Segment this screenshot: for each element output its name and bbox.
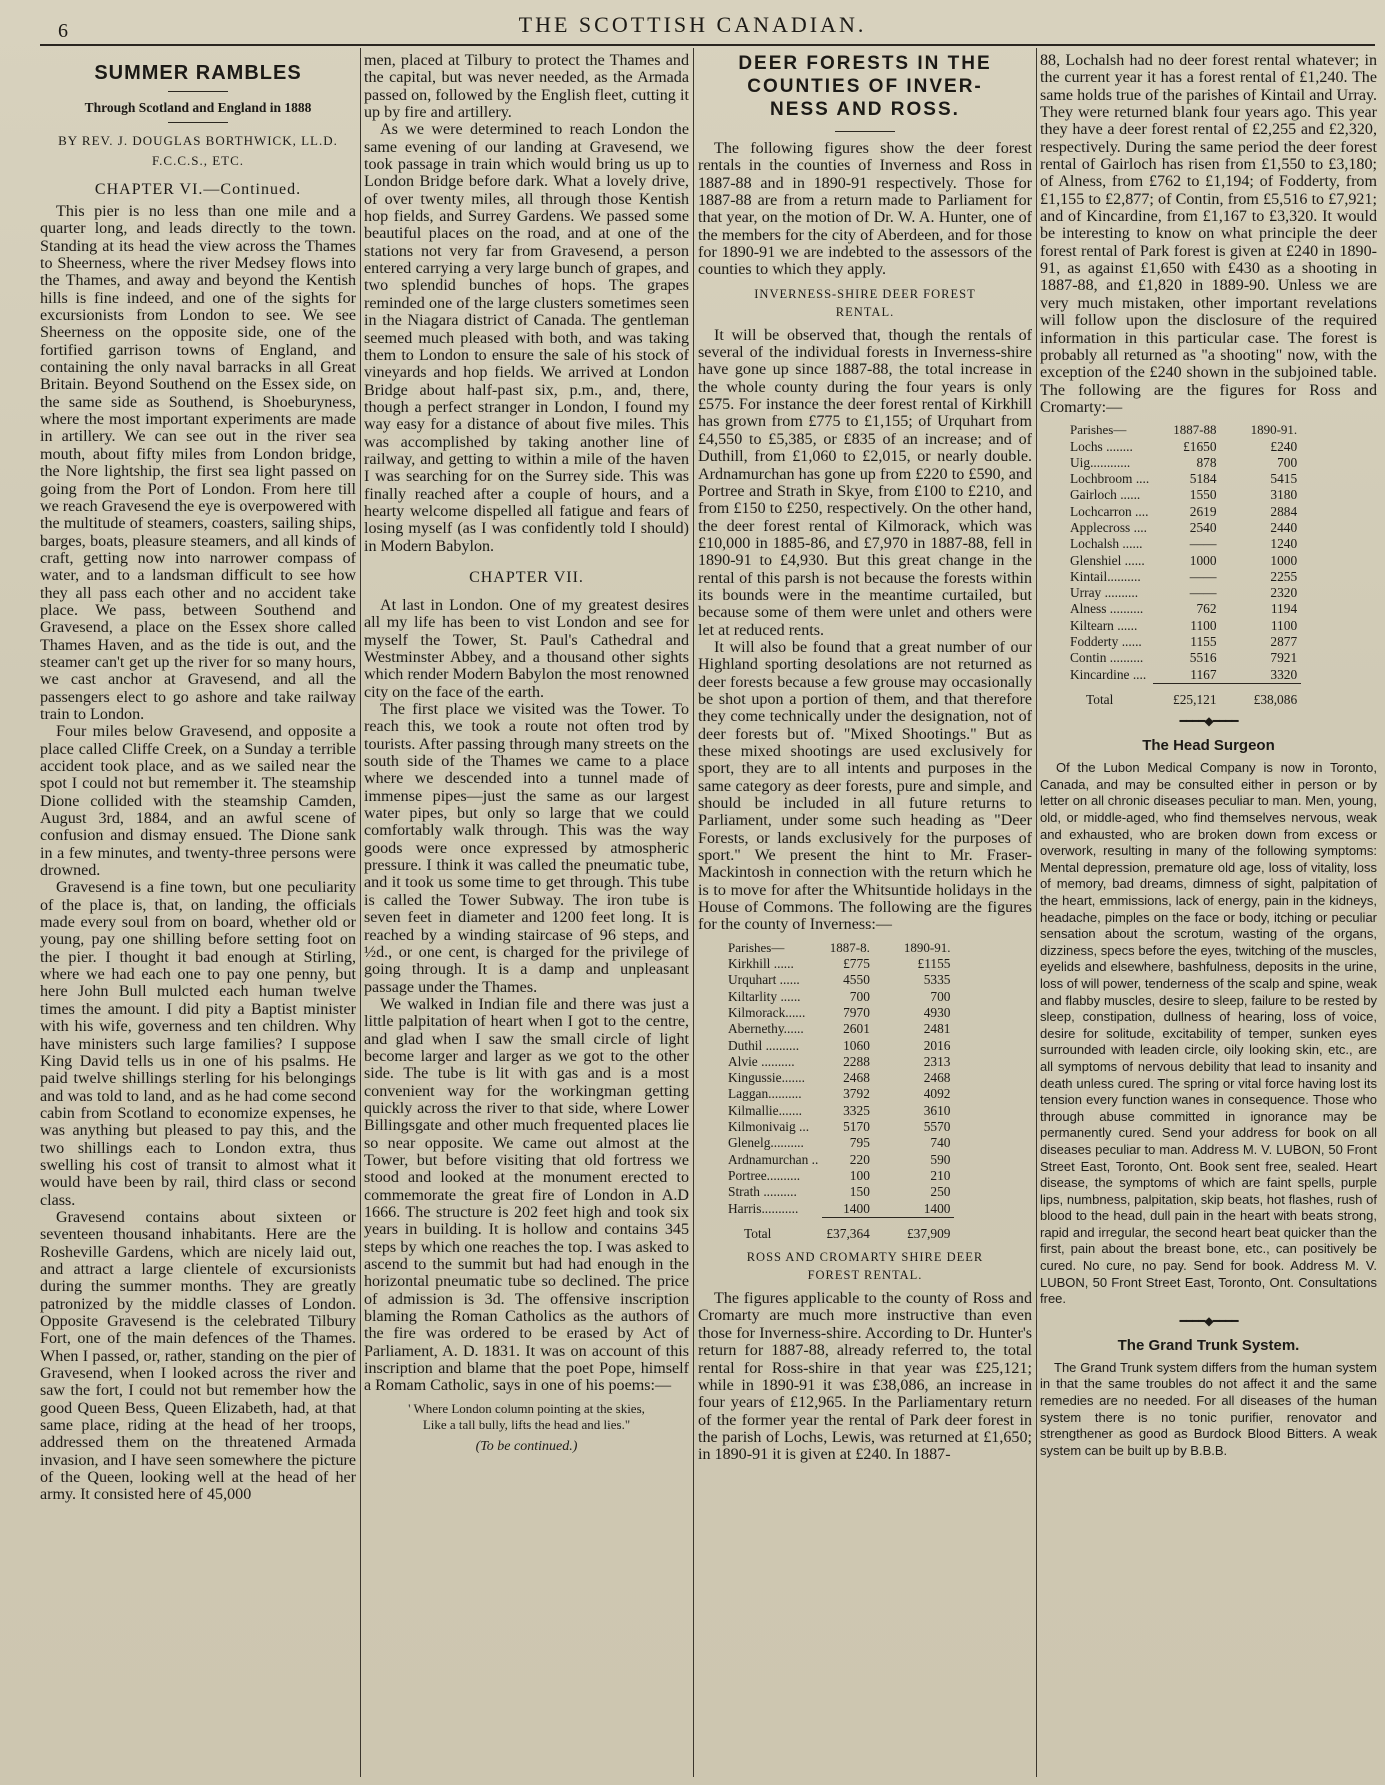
paragraph: It will be observed that, though the rentals of several of the individual forests in Inverness-shire have gone up since 1887-88, the total increase in the whole county during the four years is only £575. For instance the deer forest rental of Kirkhill has grown from £775 to £1,155; of Urquhart from £4,550 to £5,385, or £835 of an increase; and of Duthill, from £1,060 to £2,015, or nearly double. Ardnamurchan has gone up from £220 to £590, and Portree and Strath in Skye, from £100 to £210, and from £150 to £250, respectively. On the other hand, the deer forest rental of Kilmorack, which was £10,000 in 1885-86, and £7,970 in 1887-88, fell in 1890-91 to £4,930. But this great change in the rental of this parsh is not because the forests within its bounds were in the meantime curtailed, but because some of them were unlet and others were let at reduced rents. [698, 326, 1032, 639]
masthead [0, 6, 1385, 40]
table-cell: 1167 [1190, 666, 1217, 682]
table-cell: Kilmorack...... [728, 1004, 806, 1020]
table-cell: 1194 [1270, 601, 1298, 617]
table-cell: Applecross .... [1070, 520, 1147, 535]
table-cell: Laggan.......... [728, 1086, 802, 1102]
table-cell: Alvie .......... [728, 1053, 795, 1069]
table-cell: 3610 [923, 1102, 951, 1118]
ornament-divider: ━━━━◆━━━━ [1179, 714, 1238, 729]
paragraph: At last in London. One of my greatest desires all my life has been to vist London and see for myself the Tower, St. Paul's Cathedral and Westminster Abbey, and a thousand other sights which render Modern Babylon the most renowned city on the face of the earth. [364, 596, 689, 701]
table-cell: Gairloch ...... [1070, 487, 1141, 503]
table-cell: Lochcarron .... [1070, 503, 1149, 519]
table-cell: £38,086 [1221, 683, 1302, 708]
table-cell: Duthil .......... [728, 1037, 800, 1053]
table-row [1066, 520, 1301, 536]
table-row [724, 1152, 954, 1168]
table-cell: —— [1189, 536, 1217, 552]
section-heading-line: INVERNESS-SHIRE DEER FOREST [754, 286, 976, 301]
column-divider [1036, 48, 1037, 1777]
table-row [1066, 439, 1301, 455]
column-divider [693, 48, 694, 1777]
section-heading-line: ROSS AND CROMARTY SHIRE DEER [746, 1250, 984, 1265]
table-cell: 1100 [1190, 617, 1217, 633]
byline-credentials: F.C.C.S., ETC. [151, 153, 245, 168]
table-cell: 7970 [843, 1004, 870, 1020]
table-cell: Glenshiel ...... [1070, 552, 1145, 568]
table-cell: 740 [930, 1135, 951, 1151]
table-row [1066, 487, 1301, 503]
table-cell: 2540 [1189, 520, 1217, 535]
title-line: NESS AND ROSS. [770, 99, 960, 120]
table-total-row [1066, 683, 1301, 708]
column-deer-forests [698, 52, 1032, 1779]
table-cell: 700 [1277, 454, 1298, 470]
table-cell: 1400 [923, 1200, 951, 1216]
table-cell: Kiltarlity ...... [728, 988, 801, 1004]
masthead-rule [40, 44, 1375, 46]
table-cell: Contin .......... [1070, 650, 1144, 666]
table-cell: 4550 [843, 972, 870, 988]
article-title [698, 52, 1032, 121]
paragraph: This pier is no less than one mile and a quarter long, and leads directly to the town. Standing at its head the view across the Thames to Sheerness, where the river Medsey flows into the Thames, and away and beyond the Kentish hills is fine indeed, and one of the sights for excursionists from London to see. We see Sheerness on the opposite side, one of the fortified garrison towns of England, and containing the only naval barracks in all Great Britain. Beyond Southend on the Essex side, on the same side as Southend, is Shoeburyness, where the most important experiments are made in artillery. We can see out in the river sea mouth, about fifty miles from London bridge, the Nore lightship, the first sea light passed on going from the Port of London. From here till we reach Gravesend the eye is overpowered with the multitude of steamers, coasters, sailing ships, barges, boats, pleasure steamers, and all kinds of craft, getting now into narrower compass of water, and to a landsman difficult to see how they all pass each other and no accident take place. We pass, between Southend and Gravesend, a place on the Essex shore called Thames Haven, and as the tide is out, and the steamer can't get up the river for so many hours, we cast anchor at Gravesend, and all the passengers elect to go ashore and take railway train to London. [40, 203, 356, 723]
table-header-row [724, 940, 954, 956]
table-cell: Kilmallie....... [728, 1102, 803, 1118]
table-cell: 5516 [1189, 650, 1217, 666]
table-cell: 795 [849, 1135, 870, 1151]
section-heading [698, 1248, 1032, 1284]
table-row [1066, 536, 1301, 552]
paragraph: The first place we visited was the Tower. To reach this, we took a route not often trod by tourists. After passing through many streets on the south side of the Thames we came to a place where we descended into a tunnel made of immense pipes—just the same as our largest water pipes, but only so large that we could comfortably walk through. This was the way goods were once expressed by atmospheric pressure. I think it was called the pneumatic tube, and it took us some time to get through. This tube is called the Tower Subway. The iron tube is seven feet in diameter and 1200 feet long. It is reached by a winding staircase of 96 steps, and ½d., or one cent, is charged for the privilege of going through. It is a damp and unpleasant passage under the Thames. [364, 701, 689, 996]
table-cell: Alness .......... [1070, 601, 1144, 617]
table-cell: 700 [930, 988, 951, 1004]
table-row [724, 1184, 954, 1200]
ad-body: Of the Lubon Medical Company is now in Toronto, Canada, and may be consulted either in person or by letter on all chronic diseases peculiar to man. Men, young, old, or middle-aged, who find themselves nervous, weak and exhausted, who are broken down from excess or overwork, resulting in many of the following symptoms: Mental depression, premature old age, loss of vitality, loss of memory, bad dreams, dimness of sight, palpitation of the heart, emmissions, lack of energy, pain in the kidneys, headache, pimples on the face or body, itching or peculiar sensation about the scrotum, wasting of the organs, dizziness, specs before the eyes, twitching of the muscles, eyelids and elsewhere, bashfulness, deposits in the urine, loss of will power, tenderness of the scalp and spine, weak and flabby muscles, desire to sleep, failure to be rested by sleep, constipation, dullness of hearing, loss of voice, desire for solitude, excitability of temper, sunken eyes surrounded with leaden circle, oily looking skin, etc., are all symptoms of nervous debility that lead to insanity and death unless cured. The spring or vital force having lost its tension every function wanes in consequence. Those who through abuse committed in ignorance may be permanently cured. Send your address for book on all diseases peculiar to man. Address M. V. LUBON, 50 Front Street East, Toronto, Ont. Book sent free, sealed. Heart disease, the symptoms of which are faint spells, purple lips, numbness, palpitation, skip beats, hot flashes, rush of blood to the head, dull pain in the heart with beats strong, rapid and irregular, the second heart beat quicker than the first, pain about the breast bone, etc., can positively be cured. No cure, no pay. Send for book. Address M. V. LUBON, 50 Front Street East, Toronto, Ont. Consultations free. [1040, 760, 1377, 1307]
table-cell: 1240 [1270, 536, 1298, 552]
table-cell: 1400 [843, 1200, 870, 1216]
section-heading-line: FOREST RENTAL. [807, 1268, 923, 1283]
table-cell: Kiltearn ...... [1070, 617, 1138, 633]
paragraph: We walked in Indian file and there was just a little palpitation of heart when I got to the centre, and glad when I saw the small circle of light become larger and larger as we got to the other side. The tube is lit with gas and is a most convenient way for the workingman getting quickly across the river to that side, where Lower Billingsgate and other much frequented places lie so near opposite. We came out almost at the Tower, but before visiting that old fortress we stood and looked at the monument erected to commemorate the great fire of London in A.D 1666. The structure is 202 feet high and took six years in building. It is hollow and contains 345 steps by which one reaches the top. I was asked to ascend to the summit but had had enough in the horizontal pneumatic tube so declined. The price of admission is 3d. The offensive inscription blaming the Roman Catholics as the authors of the fire was ordered to be erased by Act of Parliament, A. D. 1831. It was on account of this inscription and blame that the poet Pope, himself a Romam Catholic, says in one of his poems:— [364, 995, 689, 1395]
table-cell: Portree.......... [728, 1167, 801, 1183]
table-row [1066, 569, 1301, 585]
table-row [1066, 601, 1301, 617]
table-cell: Total [744, 1225, 772, 1241]
table-cell: 4092 [923, 1086, 951, 1102]
ad-title: The Head Surgeon [1142, 737, 1275, 755]
table-row [724, 1119, 954, 1135]
table-cell: £37,909 [874, 1217, 955, 1242]
table-cell: Kingussie....... [728, 1070, 805, 1086]
table-header-cell: 1890-91. [1250, 422, 1298, 438]
table-cell: 2468 [923, 1070, 951, 1086]
section-heading-line: RENTAL. [835, 304, 895, 319]
byline-author: BY REV. J. DOUGLAS BORTHWICK, LL.D. [58, 133, 338, 148]
table-cell: £240 [1270, 438, 1298, 454]
table-cell: 5415 [1270, 471, 1298, 487]
poem-quote [364, 1401, 689, 1433]
title-rule [168, 91, 228, 92]
table-cell: 2016 [923, 1037, 951, 1053]
table-row [724, 1168, 954, 1184]
table-row [724, 1005, 954, 1021]
table-cell: 1060 [843, 1037, 870, 1053]
table-row [724, 972, 954, 988]
table-header-cell: 1890-91. [903, 939, 951, 955]
table-cell: 3180 [1270, 487, 1298, 503]
table-cell: Strath .......... [728, 1184, 797, 1200]
table-cell: £25,121 [1153, 683, 1220, 708]
table-row [1066, 634, 1301, 650]
table-cell: 590 [930, 1151, 951, 1167]
table-cell: 2255 [1270, 568, 1298, 584]
subtitle-rule [168, 122, 228, 123]
byline [40, 131, 356, 171]
table-header-cell: Parishes— [728, 939, 785, 955]
table-row [724, 1201, 954, 1218]
table-cell: —— [1189, 585, 1217, 601]
table-cell: Kilmonivaig ... [728, 1119, 810, 1135]
table-cell: 2877 [1270, 634, 1298, 650]
table-cell: 220 [849, 1151, 870, 1167]
title-rule [835, 131, 895, 132]
table-header-row [1066, 422, 1301, 438]
table-cell: 1155 [1190, 634, 1217, 650]
table-row [724, 1103, 954, 1119]
table-row [724, 1054, 954, 1070]
paragraph: Gravesend is a fine town, but one peculiarity of the place is, that, on landing, the officials made every soul from on board, whether old or young, pay one shilling before setting foot on the pier. I thought it bad enough at Stirling, where we had each one to pay one penny, but here John Bull mulcted each human twelve times the amount. I did pity a Baptist minister with his wife, governess and ten children. Why have ministers such large families? I suppose King David tells us in one of his psalms. He paid twelve shillings sterling for his belongings and was told to land, and as he had come second cabin from Scotland to economize expenses, he was anything but pleased to pay this, and the two shillings each to London extra, thus swelling his cost of transit to almost what it would have been by rail, third class or second class. [40, 879, 356, 1209]
table-cell: Urquhart ...... [728, 972, 800, 988]
column-divider [360, 48, 361, 1777]
ornament-divider: ━━━━◆━━━━ [1179, 1313, 1238, 1328]
table-row [1066, 471, 1301, 487]
table-cell: 2320 [1270, 585, 1298, 601]
table-cell: 700 [849, 988, 870, 1004]
paragraph: The following figures show the deer forest rentals in the counties of Inverness and Ross in 1887-88 and in 1890-91 respectively. Those for 1887-88 are from a return made to Parliament for that year, on the motion of Dr. W. A. Hunter, one of the members for the city of Aberdeen, and for those for 1890-91 we are indebted to the assessors of the counties to which they apply. [698, 140, 1032, 279]
quote-line: Like a tall bully, lifts the head and lies." [422, 1416, 631, 1432]
title-line: DEER FORESTS IN THE [738, 53, 992, 74]
title-line: COUNTIES OF INVER- [747, 76, 983, 97]
table-total-row [724, 1217, 954, 1242]
chapter-heading: CHAPTER VII. [469, 568, 584, 586]
table-row [724, 1038, 954, 1054]
table-cell: Uig............ [1070, 454, 1131, 470]
table-row [724, 1021, 954, 1037]
table-header-cell: Parishes— [1070, 422, 1127, 438]
article-title: SUMMER RAMBLES [94, 62, 302, 84]
table-row [724, 1135, 954, 1151]
chapter-heading: CHAPTER VI.—Continued. [94, 181, 302, 198]
table-cell: 1000 [1270, 552, 1298, 568]
table-cell: 3325 [843, 1102, 870, 1118]
table-cell: £775 [843, 956, 870, 972]
paragraph: Four miles below Gravesend, and opposite a place called Cliffe Creek, on a Sunday a terrible accident took place, and as we sailed near the spot I could not but remember it. The steamship Dione collided with the steamship Camden, August 3rd, 1884, and an awful scene of confusion and dismay ensued. The Dione sank in a few minutes, and twenty-three persons were drowned. [40, 723, 356, 880]
paragraph: The figures applicable to the county of Ross and Cromarty are much more instructive than even those for Inverness-shire. According to Dr. Hunter's return for 1887-88, already referred to, the total rental for Ross-shire in that year was £25,121; while in 1890-91 it was £38,086, an increase in four years of £12,965. In the Parliamentary return of the former year the rental of Park deer forest in the parish of Lochs, Lewis, was returned at £1,650; in 1890-91 it is given at £240. In 1887- [698, 1290, 1032, 1464]
paragraph: 88, Lochalsh had no deer forest rental whatever; in the current year it has a forest rental of £1,240. The same holds true of the parishes of Kintail and Urray. They were returned blank four years ago. This year they have a deer forest rental of £2,255 and £2,320, respectively. During the same period the deer forest rental of Gairloch has risen from £1,550 to £3,180; of Alness, from £762 to £1,194; of Fodderty, from £1,155 to £2,877; of Contin, from £5,516 to £7,921; and of Kincardine, from £1,167 to £3,320. It would be interesting to know on what principle the deer forest rental of Park forest is given at £240 in 1890-91, as against £1,650 with £430 as a shooting in 1887-88, and £1,820 in 1889-90. Unless we are very much mistaken, other important revelations will follow upon the disclosure of the required information in this particular case. The forest is probably all returned as "a shooting" now, with the exception of the £240 shown in the subjoined table. The following are the figures for Ross and Cromarty:— [1040, 52, 1377, 416]
table-cell: 3320 [1270, 666, 1298, 682]
table-cell: 250 [930, 1184, 951, 1200]
table-row [1066, 618, 1301, 634]
table-cell: Lochbroom .... [1070, 471, 1150, 487]
table-cell: Kincardine .... [1070, 666, 1147, 682]
table-row [1066, 650, 1301, 666]
table-header-cell: 1887-8. [829, 939, 870, 955]
table-row [1066, 455, 1301, 471]
table-cell: 2440 [1270, 520, 1298, 535]
table-cell: 5570 [923, 1119, 951, 1135]
newspaper-title: THE SCOTTISH CANADIAN. [518, 12, 867, 37]
table-cell: Urray .......... [1070, 585, 1139, 601]
table-cell: 3792 [843, 1086, 870, 1102]
table-cell: Abernethy...... [728, 1021, 804, 1037]
table-cell: 1550 [1189, 487, 1217, 503]
article-subtitle: Through Scotland and England in 1888 [84, 100, 312, 115]
table-cell: Harris........... [728, 1200, 799, 1216]
table-cell: 100 [849, 1167, 870, 1183]
table-cell: £1155 [917, 956, 951, 972]
column-summer-rambles-cont [364, 52, 689, 1779]
table-cell: Fodderty ...... [1070, 634, 1142, 650]
table-cell: 762 [1196, 601, 1217, 617]
paragraph: men, placed at Tilbury to protect the Thames and the capital, but was never needed, as the Armada passed on, followed by the English fleet, cutting it up by fire and artillery. [364, 52, 689, 122]
table-body [724, 956, 954, 1217]
table-cell: 7921 [1270, 650, 1298, 666]
quote-line: ' Where London column pointing at the skies, [408, 1400, 645, 1416]
table-cell: 5184 [1189, 471, 1217, 487]
paragraph: As we were determined to reach London the same evening of our landing at Gravesend, we took passage in train which would bring us up to London Bridge before dark. What a lovely drive, of over twenty miles, all through those Kentish hop fields, and Surrey Gardens. We passed some beautiful places on the road, and at one of the stations not very far from Gravesend, a person entered carrying a very large bunch of grapes, and two splendid bunches of hops. The grapes reminded one of the large clusters sometimes seen in the Niagara district of Canada. The gentleman seemed much pleased with both, and was taking them to London to ensure the sale of his stock of vineyards and hop fields. We arrived at London Bridge about half-past six, p.m., and, there, though a perfect stranger in London, I found my way easy for a distance of about five miles. This was accomplished by taking another line of railway, and getting to within a mile of the haven I was searching for on the Surrey side. This was finally reached after a couple of hours, and a hearty welcome dispelled all fatigue and fears of losing myself (as I was confidently told I should) in Modern Babylon. [364, 121, 689, 555]
table-row [1066, 553, 1301, 569]
section-heading [698, 285, 1032, 321]
ross-rental-table [1066, 422, 1301, 708]
table-row [724, 989, 954, 1005]
table-header-cell: 1887-88 [1173, 422, 1217, 438]
paragraph: It will also be found that a great number of our Highland sporting desolations are not returned as deer forests because a few grouse may occasionally be shot upon a portion of them, and that therefore they come technically under the designation, not of deer forests but of. "Mixed Shootings." But as these mixed shootings are used exclusively for sport, they are to all intents and purposes in the same category as deer forests, pure and simple, and should be included in all future returns to Parliament, under some such heading as "Deer Forests, or lands exclusively for the purposes of sport." We present the hint to Mr. Fraser-Mackintosh in connection with the return which he is to move for after the Whitsuntide holidays in the House of Commons. The following are the figures for the county of Inverness:— [698, 638, 1032, 934]
table-cell: £37,364 [822, 1217, 874, 1242]
table-cell: 2481 [923, 1021, 951, 1037]
table-cell: 1000 [1189, 552, 1217, 568]
table-row [724, 1070, 954, 1086]
table-cell: 2601 [843, 1021, 870, 1037]
table-body [1066, 439, 1301, 684]
table-row [1066, 504, 1301, 520]
table-cell: Lochalsh ...... [1070, 536, 1143, 552]
table-cell: Lochs ........ [1070, 438, 1133, 454]
table-cell: Kintail.......... [1070, 568, 1141, 584]
table-cell: —— [1189, 568, 1217, 584]
column-deer-forests-cont [1040, 52, 1377, 1779]
table-cell: Ardnamurchan .. [728, 1151, 819, 1167]
table-cell: 4930 [923, 1004, 951, 1020]
table-cell: 2313 [923, 1053, 951, 1069]
table-cell: 878 [1196, 454, 1217, 470]
table-cell: 2468 [843, 1070, 870, 1086]
table-cell: 2884 [1270, 503, 1298, 519]
table-cell: 150 [849, 1184, 870, 1200]
table-cell: Total [1086, 691, 1114, 707]
table-cell: 2288 [843, 1053, 870, 1069]
ad-title: The Grand Trunk System. [1117, 1336, 1300, 1354]
table-row [724, 1086, 954, 1102]
table-cell: Glenelg.......... [728, 1135, 804, 1151]
table-row [1066, 585, 1301, 601]
table-cell: 5335 [923, 972, 951, 988]
column-summer-rambles [40, 52, 356, 1779]
to-be-continued: (To be continued.) [475, 1438, 578, 1454]
ad-body: The Grand Trunk system differs from the human system in that the same troubles do not affect it and the same remedies are no needed. For all diseases of the human system there is no tonic purifier, renovator and strengthener as good as Burdock Blood Bitters. A weak system can be built up by B.B.B. [1040, 1359, 1377, 1458]
table-cell: 5170 [843, 1119, 870, 1135]
table-cell: Kirkhill ...... [728, 956, 794, 972]
table-cell: 1100 [1270, 617, 1298, 633]
table-cell: 210 [930, 1167, 951, 1183]
page-number: 6 [58, 20, 68, 42]
table-cell: 2619 [1189, 503, 1217, 519]
paragraph: Gravesend contains about sixteen or seventeen thousand inhabitants. Here are the Rosheville Gardens, which are nicely laid out, and attract a large clientele of excursionists during the summer months. They are greatly patronized by the middle classes of London. Opposite Gravesend is the celebrated Tilbury Fort, one of the main defences of the Thames. When I passed, or, rather, standing on the pier of Gravesend, when I looked across the river and saw the fort, I could not but remember how the good Queen Bess, Queen Elizabeth, had, at that same place, riding at the head of her troops, addressed them on the threatened Armada invasion, and I have seen somewhere the picture of the Queen, looking well at the head of her army. It consisted here of 45,000 [40, 1208, 356, 1504]
inverness-rental-table [724, 940, 954, 1242]
table-cell: £1650 [1183, 438, 1217, 454]
table-row [724, 956, 954, 972]
table-row [1066, 667, 1301, 684]
